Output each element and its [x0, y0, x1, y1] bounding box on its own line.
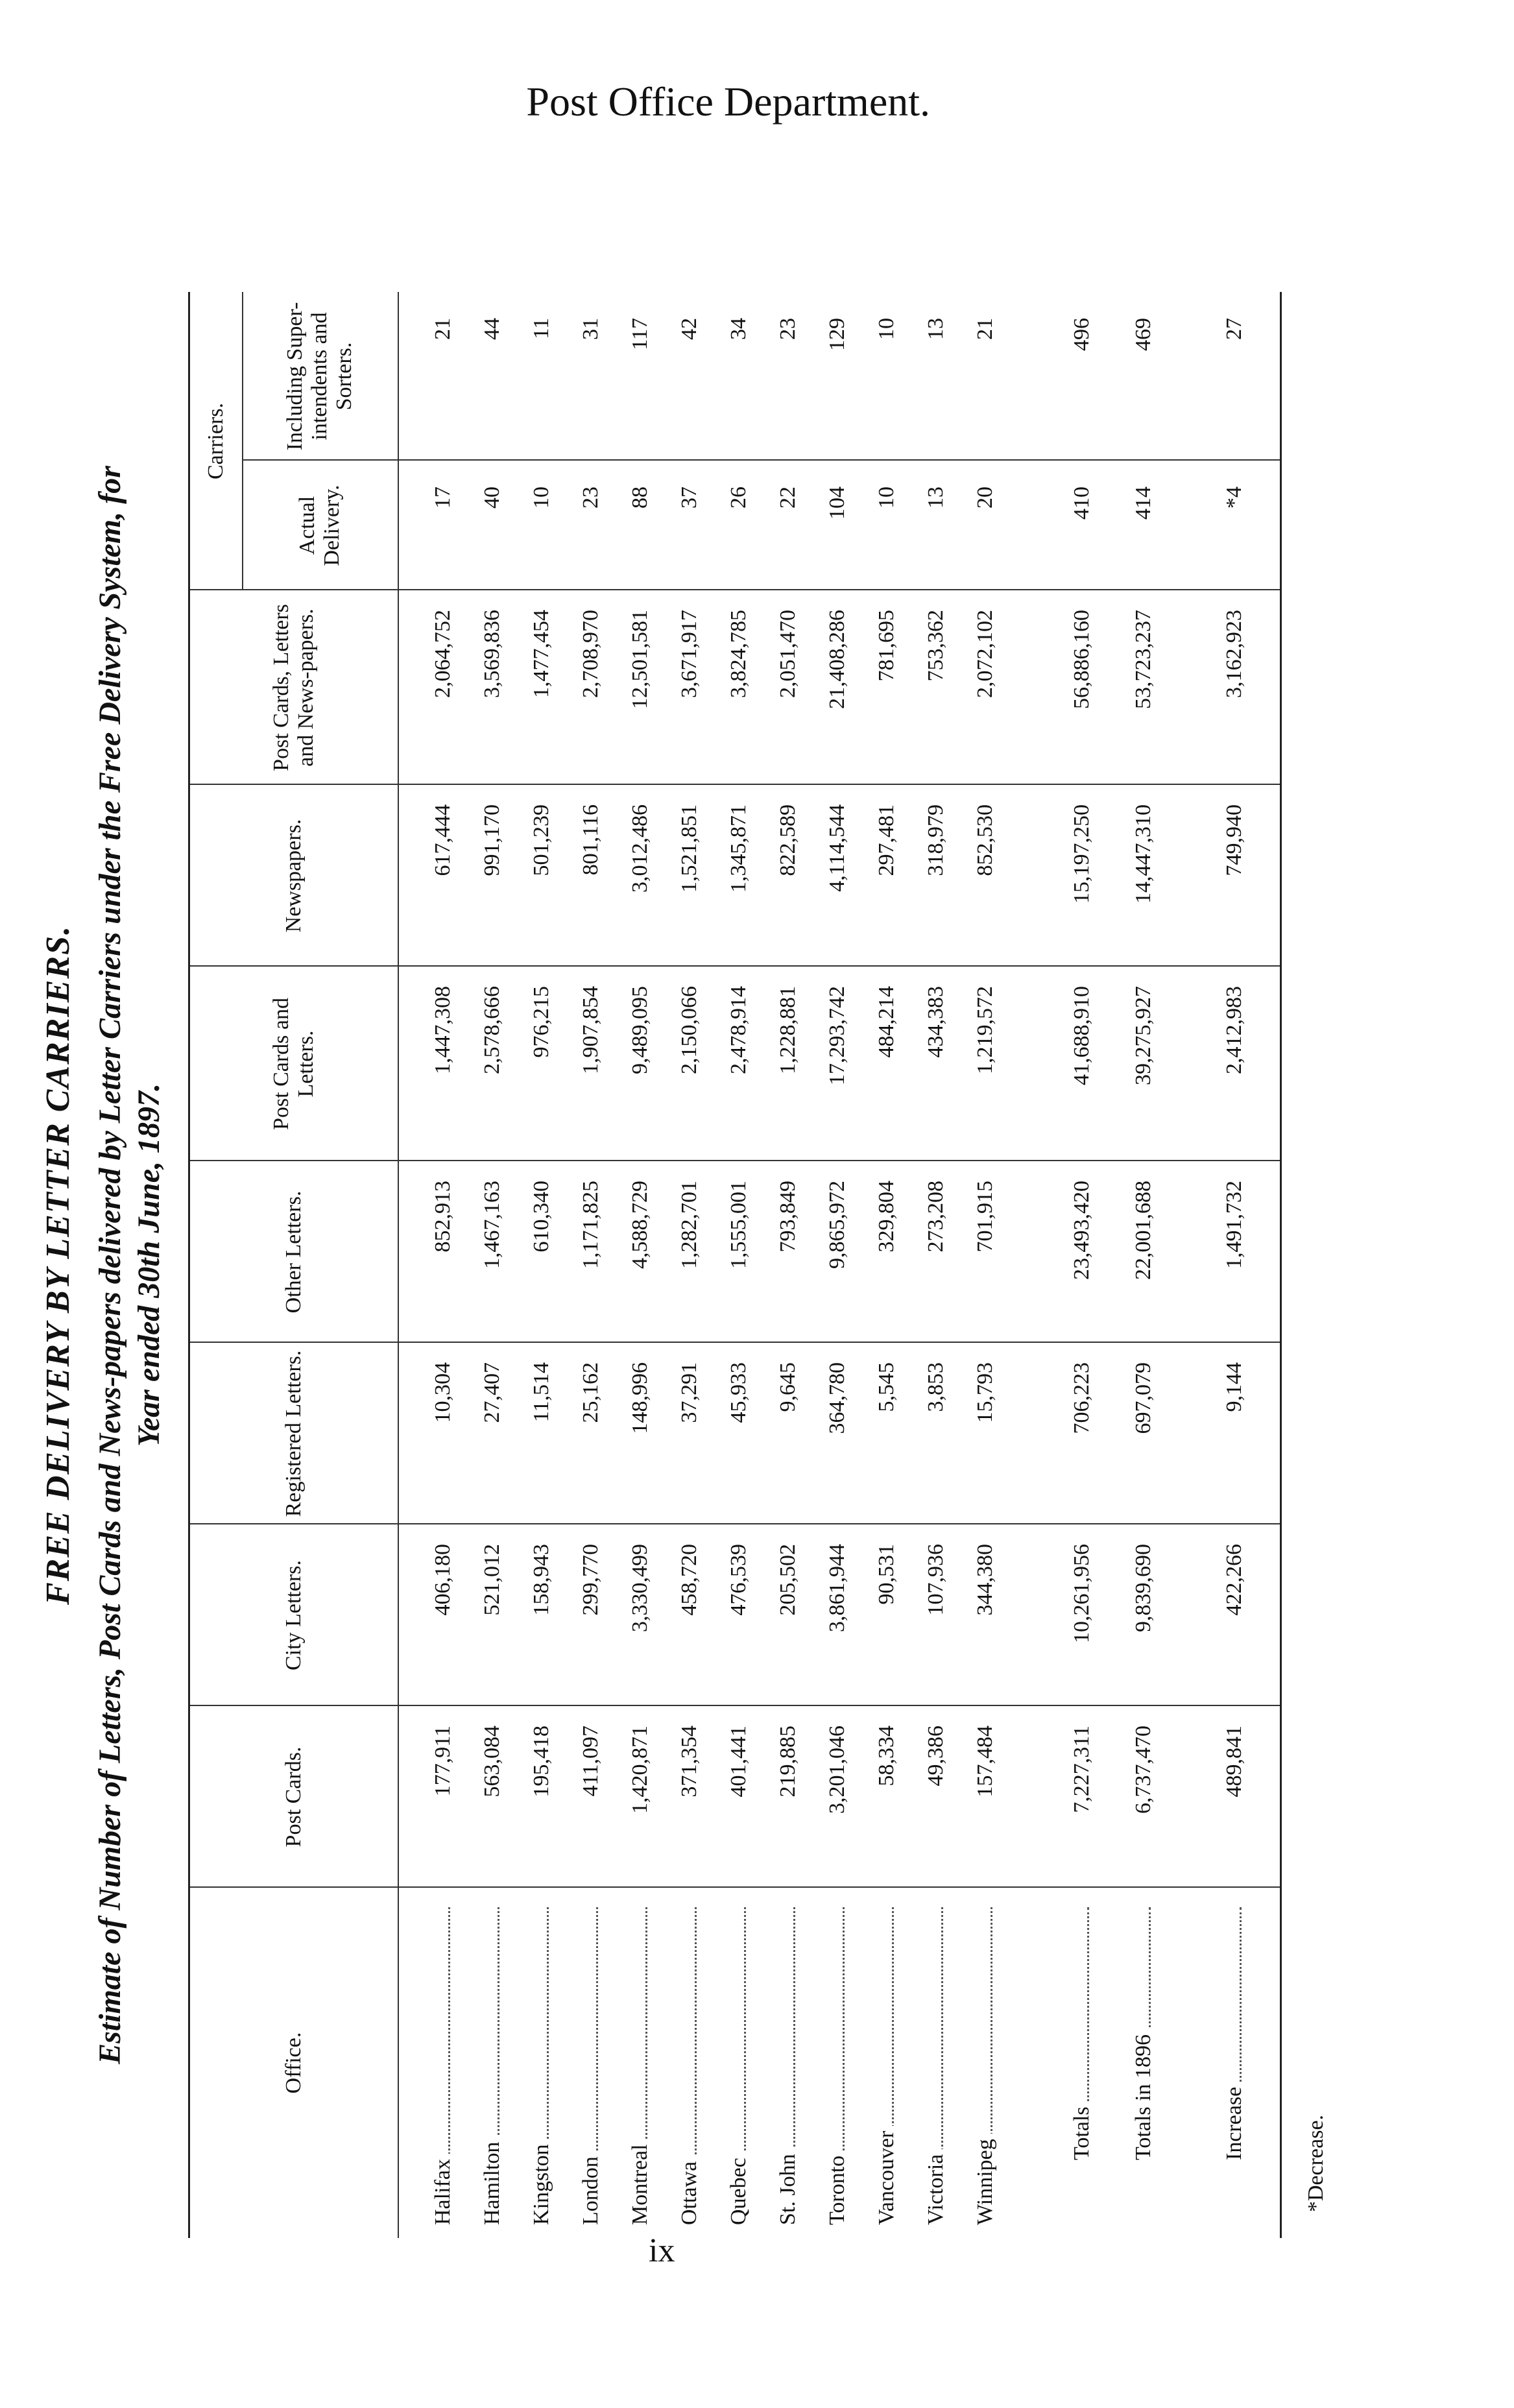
value-cell: 3,201,046 [825, 1726, 849, 1814]
value-cell: 22 [776, 487, 800, 509]
value-cell: 205,502 [776, 1544, 800, 1616]
value-cell: 852,913 [431, 1181, 455, 1253]
value-cell: 104 [825, 487, 849, 520]
header-post-cards-and-letters: Post Cards and Letters. [190, 965, 398, 1161]
value-cell: 458,720 [677, 1544, 701, 1616]
office-cell [571, 1901, 610, 2225]
office-name: Winnipeg [973, 2134, 997, 2225]
value-cell: 1,907,854 [579, 986, 603, 1074]
office-name: Ottawa [677, 2156, 701, 2225]
value-cell: 801,116 [579, 804, 603, 876]
value-cell: 2,150,066 [677, 986, 701, 1074]
value-cell: 9,839,690 [1131, 1544, 1155, 1632]
value-cell: 793,849 [776, 1181, 800, 1253]
value-cell: 3,330,499 [628, 1544, 652, 1632]
value-cell: *4 [1222, 487, 1246, 509]
value-cell: 476,539 [727, 1544, 751, 1616]
value-cell: 1,282,701 [677, 1181, 701, 1269]
value-cell: 344,380 [973, 1544, 997, 1616]
office-cell [424, 1901, 463, 2225]
table-row [818, 292, 857, 2238]
value-cell: 617,444 [431, 804, 455, 876]
office-cell [473, 1901, 512, 2225]
value-cell: 195,418 [529, 1726, 553, 1798]
value-cell: 2,412,983 [1222, 986, 1246, 1074]
value-cell: 41,688,910 [1070, 986, 1094, 1085]
value-cell: 117 [628, 318, 652, 350]
value-cell: 434,383 [924, 986, 948, 1058]
page-header: Post Office Department. [526, 78, 930, 125]
table-row [769, 292, 808, 2238]
value-cell: 10,304 [431, 1362, 455, 1423]
office-cell [1124, 1901, 1163, 2160]
value-cell: 6,737,470 [1131, 1726, 1155, 1814]
value-cell: 148,996 [628, 1362, 652, 1434]
table-row [917, 292, 955, 2238]
value-cell: 401,441 [727, 1726, 751, 1798]
value-cell: 329,804 [874, 1181, 898, 1253]
value-cell: 4,588,729 [628, 1181, 652, 1269]
office-name: Kingston [529, 2139, 553, 2225]
value-cell: 2,051,470 [776, 610, 800, 698]
value-cell: 13 [924, 318, 948, 340]
value-cell: 697,079 [1131, 1362, 1155, 1434]
office-cell [867, 1901, 906, 2225]
value-cell: 40 [480, 487, 504, 509]
value-cell: 2,578,666 [480, 986, 504, 1074]
table-row [719, 292, 758, 2238]
value-cell: 371,354 [677, 1726, 701, 1798]
value-cell: 610,340 [529, 1181, 553, 1253]
value-cell: 42 [677, 318, 701, 340]
value-cell: 501,239 [529, 804, 553, 876]
value-cell: 2,072,102 [973, 610, 997, 698]
value-cell: 1,171,825 [579, 1181, 603, 1269]
value-cell: 21 [431, 318, 455, 340]
rotated-table-block [39, 292, 1369, 2238]
office-name: Montreal [628, 2139, 652, 2225]
header-registered-letters: Registered Letters. [190, 1342, 398, 1524]
table-row [966, 292, 1005, 2238]
header-combined-total: Post Cards, Letters and News-papers. [190, 589, 398, 785]
value-cell: 17,293,742 [825, 986, 849, 1085]
value-cell: 1,477,454 [529, 610, 553, 698]
office-cell [1063, 1901, 1101, 2160]
header-rule [398, 292, 399, 2238]
value-cell: 34 [727, 318, 751, 340]
office-name: Totals in 1896 [1131, 2029, 1155, 2160]
office-cell [966, 1901, 1005, 2225]
value-cell: 701,915 [973, 1181, 997, 1253]
office-cell [818, 1901, 857, 2225]
header-post-cards: Post Cards. [190, 1705, 398, 1888]
value-cell: 129 [825, 318, 849, 351]
header-other-letters: Other Letters. [190, 1160, 398, 1343]
value-cell: 20 [973, 487, 997, 509]
value-cell: 1,345,871 [727, 804, 751, 893]
office-name: Hamilton [480, 2137, 504, 2225]
value-cell: 56,886,160 [1070, 610, 1094, 709]
value-cell: 90,531 [874, 1544, 898, 1605]
value-cell: 26 [727, 487, 751, 509]
value-cell: 521,012 [480, 1544, 504, 1616]
value-cell: 991,170 [480, 804, 504, 876]
value-cell: 88 [628, 487, 652, 509]
value-cell: 7,227,311 [1070, 1726, 1094, 1813]
value-cell: 3,569,836 [480, 610, 504, 698]
value-cell: 49,386 [924, 1726, 948, 1787]
value-cell: 39,275,927 [1131, 986, 1155, 1085]
table-row [473, 292, 512, 2238]
value-cell: 318,979 [924, 804, 948, 876]
value-cell: 3,853 [924, 1362, 948, 1412]
office-name: Halifax [431, 2154, 455, 2225]
value-cell: 11 [529, 318, 553, 339]
value-cell: 411,097 [579, 1726, 603, 1797]
value-cell: 23,493,420 [1070, 1181, 1094, 1280]
value-cell: 414 [1131, 487, 1155, 520]
value-cell: 3,824,785 [727, 610, 751, 698]
value-cell: 489,841 [1222, 1726, 1246, 1798]
table-subtitle [91, 292, 169, 2238]
value-cell: 1,521,851 [677, 804, 701, 893]
office-cell [621, 1901, 660, 2225]
totals-row [1124, 292, 1163, 2238]
value-cell: 25,162 [579, 1362, 603, 1423]
value-cell: 158,943 [529, 1544, 553, 1616]
value-cell: 299,770 [579, 1544, 603, 1616]
delivery-table [188, 292, 1282, 2238]
value-cell: 177,911 [431, 1726, 455, 1797]
header-actual-delivery: Actual Delivery. [242, 459, 398, 590]
header-newspapers: Newspapers. [190, 784, 398, 967]
value-cell: 12,501,581 [628, 610, 652, 709]
office-cell [522, 1901, 561, 2225]
value-cell: 10 [874, 487, 898, 509]
value-cell: 3,012,486 [628, 804, 652, 893]
office-name: Increase [1222, 2082, 1246, 2160]
page-number: ix [649, 2232, 675, 2269]
value-cell: 53,723,237 [1131, 610, 1155, 709]
value-cell: 706,223 [1070, 1362, 1094, 1434]
value-cell: 11,514 [529, 1362, 553, 1423]
value-cell: 45,933 [727, 1362, 751, 1423]
value-cell: 21 [973, 318, 997, 340]
value-cell: 976,215 [529, 986, 553, 1058]
value-cell: 364,780 [825, 1362, 849, 1434]
value-cell: 27,407 [480, 1362, 504, 1423]
office-cell [769, 1901, 808, 2225]
value-cell: 21,408,286 [825, 610, 849, 709]
header-office: Office. [190, 1886, 398, 2238]
value-cell: 9,489,095 [628, 986, 652, 1074]
subtitle-line-2: Year ended 30th June, 1897. [132, 1083, 166, 1447]
value-cell: 1,228,881 [776, 986, 800, 1074]
value-cell: 15,197,250 [1070, 804, 1094, 904]
table-row [867, 292, 906, 2238]
value-cell: 852,530 [973, 804, 997, 876]
value-cell: 5,545 [874, 1362, 898, 1412]
office-name: Toronto [825, 2150, 849, 2225]
value-cell: 1,555,001 [727, 1181, 751, 1269]
value-cell: 31 [579, 318, 603, 340]
value-cell: 10,261,956 [1070, 1544, 1094, 1643]
value-cell: 1,447,308 [431, 986, 455, 1074]
table-row [522, 292, 561, 2238]
table-row [571, 292, 610, 2238]
table-row [424, 292, 463, 2238]
totals-row [1063, 292, 1101, 2238]
office-name: Quebec [727, 2152, 751, 2225]
value-cell: 563,084 [480, 1726, 504, 1798]
value-cell: 1,467,163 [480, 1181, 504, 1269]
value-cell: 15,793 [973, 1362, 997, 1423]
office-name: St. John [776, 2149, 800, 2225]
value-cell: 27 [1222, 318, 1246, 340]
header-city-letters: City Letters. [190, 1523, 398, 1706]
value-cell: 4,114,544 [825, 804, 849, 892]
value-cell: 13 [924, 487, 948, 509]
office-cell [670, 1901, 709, 2225]
office-name: Totals [1070, 2101, 1094, 2160]
value-cell: 273,208 [924, 1181, 948, 1253]
office-name: London [579, 2151, 603, 2225]
header-carriers: Carriers. [190, 292, 243, 590]
value-cell: 10 [874, 318, 898, 340]
value-cell: 9,645 [776, 1362, 800, 1412]
value-cell: 44 [480, 318, 504, 340]
value-cell: 496 [1070, 318, 1094, 351]
subtitle-line-1: Estimate of Number of Letters, Post Cards and News-papers delivered by Letter Carriers under the Free Delivery System, for [93, 466, 127, 2064]
value-cell: 749,940 [1222, 804, 1246, 876]
office-cell [1215, 1901, 1254, 2160]
table-row [621, 292, 660, 2238]
value-cell: 9,144 [1222, 1362, 1246, 1412]
value-cell: 10 [529, 487, 553, 509]
value-cell: 1,219,572 [973, 986, 997, 1074]
value-cell: 58,334 [874, 1726, 898, 1787]
value-cell: 422,266 [1222, 1544, 1246, 1616]
value-cell: 1,491,732 [1222, 1181, 1246, 1269]
footnote: *Decrease. [1304, 2114, 1328, 2212]
office-cell [719, 1901, 758, 2225]
value-cell: 17 [431, 487, 455, 509]
totals-row [1215, 292, 1254, 2238]
value-cell: 2,064,752 [431, 610, 455, 698]
value-cell: 781,695 [874, 610, 898, 682]
value-cell: 1,420,871 [628, 1726, 652, 1814]
value-cell: 219,885 [776, 1726, 800, 1798]
value-cell: 469 [1131, 318, 1155, 351]
value-cell: 107,936 [924, 1544, 948, 1616]
value-cell: 753,362 [924, 610, 948, 682]
value-cell: 9,865,972 [825, 1181, 849, 1269]
office-name: Victoria [924, 2149, 948, 2225]
value-cell: 822,589 [776, 804, 800, 876]
table-row [670, 292, 709, 2238]
value-cell: 22,001,688 [1131, 1181, 1155, 1280]
header-including-superintendents: Including Super-intendents and Sorters. [283, 302, 356, 451]
value-cell: 2,708,970 [579, 610, 603, 698]
value-cell: 2,478,914 [727, 986, 751, 1074]
value-cell: 297,481 [874, 804, 898, 876]
value-cell: 410 [1070, 487, 1094, 520]
value-cell: 14,447,310 [1131, 804, 1155, 904]
office-name: Vancouver [874, 2126, 898, 2225]
value-cell: 37 [677, 487, 701, 509]
value-cell: 37,291 [677, 1362, 701, 1423]
value-cell: 157,484 [973, 1726, 997, 1798]
value-cell: 23 [776, 318, 800, 340]
value-cell: 23 [579, 487, 603, 509]
table-title: FREE DELIVERY BY LETTER CARRIERS. [40, 924, 77, 1606]
value-cell: 484,214 [874, 986, 898, 1058]
office-cell [917, 1901, 955, 2225]
value-cell: 406,180 [431, 1544, 455, 1616]
value-cell: 3,162,923 [1222, 610, 1246, 698]
value-cell: 3,671,917 [677, 610, 701, 698]
value-cell: 3,861,944 [825, 1544, 849, 1632]
